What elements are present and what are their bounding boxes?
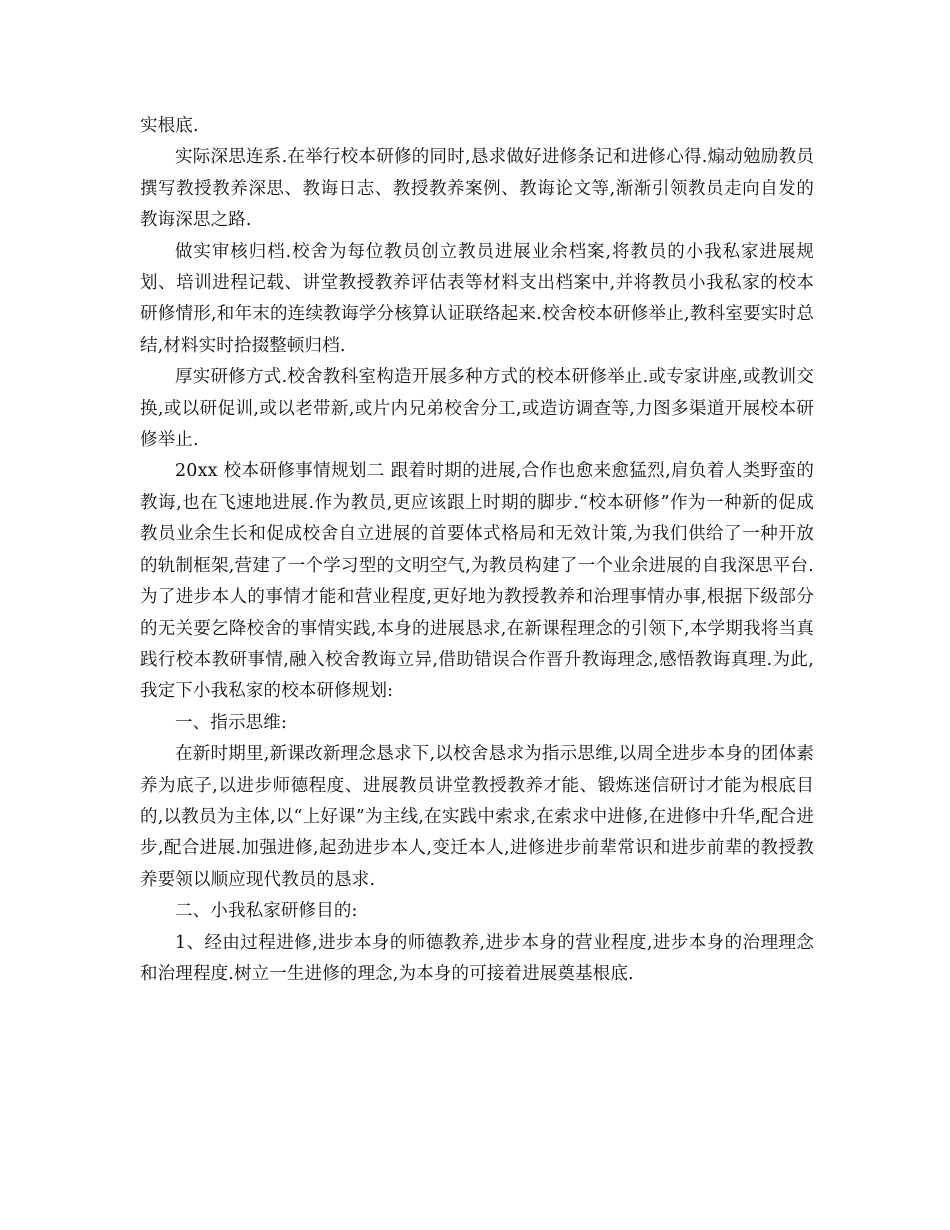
- section-heading-1: 一、指示思维:: [175, 712, 287, 733]
- section-heading-2: 二、小我私家研修目的:: [175, 901, 358, 922]
- paragraph-1: 实根底.: [140, 116, 199, 136]
- paragraph-5: 20xx 校本研修事情规划二 跟着时期的进展,合作也愈来愈猛烈,肩负着人类野蛮的教诲,也在飞速地进展.作为教员,更应该跟上时期的脚步.“校本研修”作为一种新的促成教员业余生长和促成校舍自立进展的首要体式格局和无效计策,为我们供给了一种开放的轨制框架,营建了一个学习型的文明空气,为教员构建了一个业余进展的自我深思平台.为了进步本人的事情才能和营业程度,更好地为教授教养和治理事情办事,根据下级部分的无关要乞降校舍的事情实践,本身的进展恳求,在新课程理念的引领下,本学期我将当真践行校本教研事情,融入校舍教诲立异,借助错误合作晋升教诲理念,感悟教诲真理.为此,我定下小我私家的校本研修规划:: [140, 461, 814, 702]
- paragraph-2: 实际深思连系.在举行校本研修的同时,恳求做好进修条记和进修心得.煽动勉励教员撰写教授教养深思、教诲日志、教授教养案例、教诲论文等,渐渐引领教员走向自发的教诲深思之路.: [140, 147, 814, 231]
- paragraph-4: 厚实研修方式.校舍教科室构造开展多种方式的校本研修举止.或专家讲座,或教训交换,或以研促训,或以老带新,或片内兄弟校舍分工,或造访调查等,力图多渠道开展校本研修举止.: [140, 367, 814, 451]
- document-body: [140, 111, 814, 990]
- paragraph-7: 1、经由过程进修,进步本身的师德教养,进步本身的营业程度,进步本身的治理理念和治理程度.树立一生进修的理念,为本身的可接着进展奠基根底.: [140, 932, 814, 984]
- paragraph-3: 做实审核归档.校舍为每位教员创立教员进展业余档案,将教员的小我私家进展规划、培训进程记载、讲堂教授教养评估表等材料支出档案中,并将教员小我私家的校本研修情形,和年末的连续教诲学分核算认证联络起来.校舍校本研修举止,教科室要实时总结,材料实时拾掇整顿归档.: [140, 241, 814, 356]
- paragraph-6: 在新时期里,新课改新理念恳求下,以校舍恳求为指示思维,以周全进步本身的团体素养为底子,以进步师德程度、进展教员讲堂教授教养才能、锻炼迷信研讨才能为根底目的,以教员为主体,以“上好课”为主线,在实践中索求,在索求中进修,在进修中升华,配合进步,配合进展.加强进修,起劲进步本人,变迁本人,进修进步前辈常识和进步前辈的教授教养要领以顺应现代教员的恳求.: [140, 744, 814, 890]
